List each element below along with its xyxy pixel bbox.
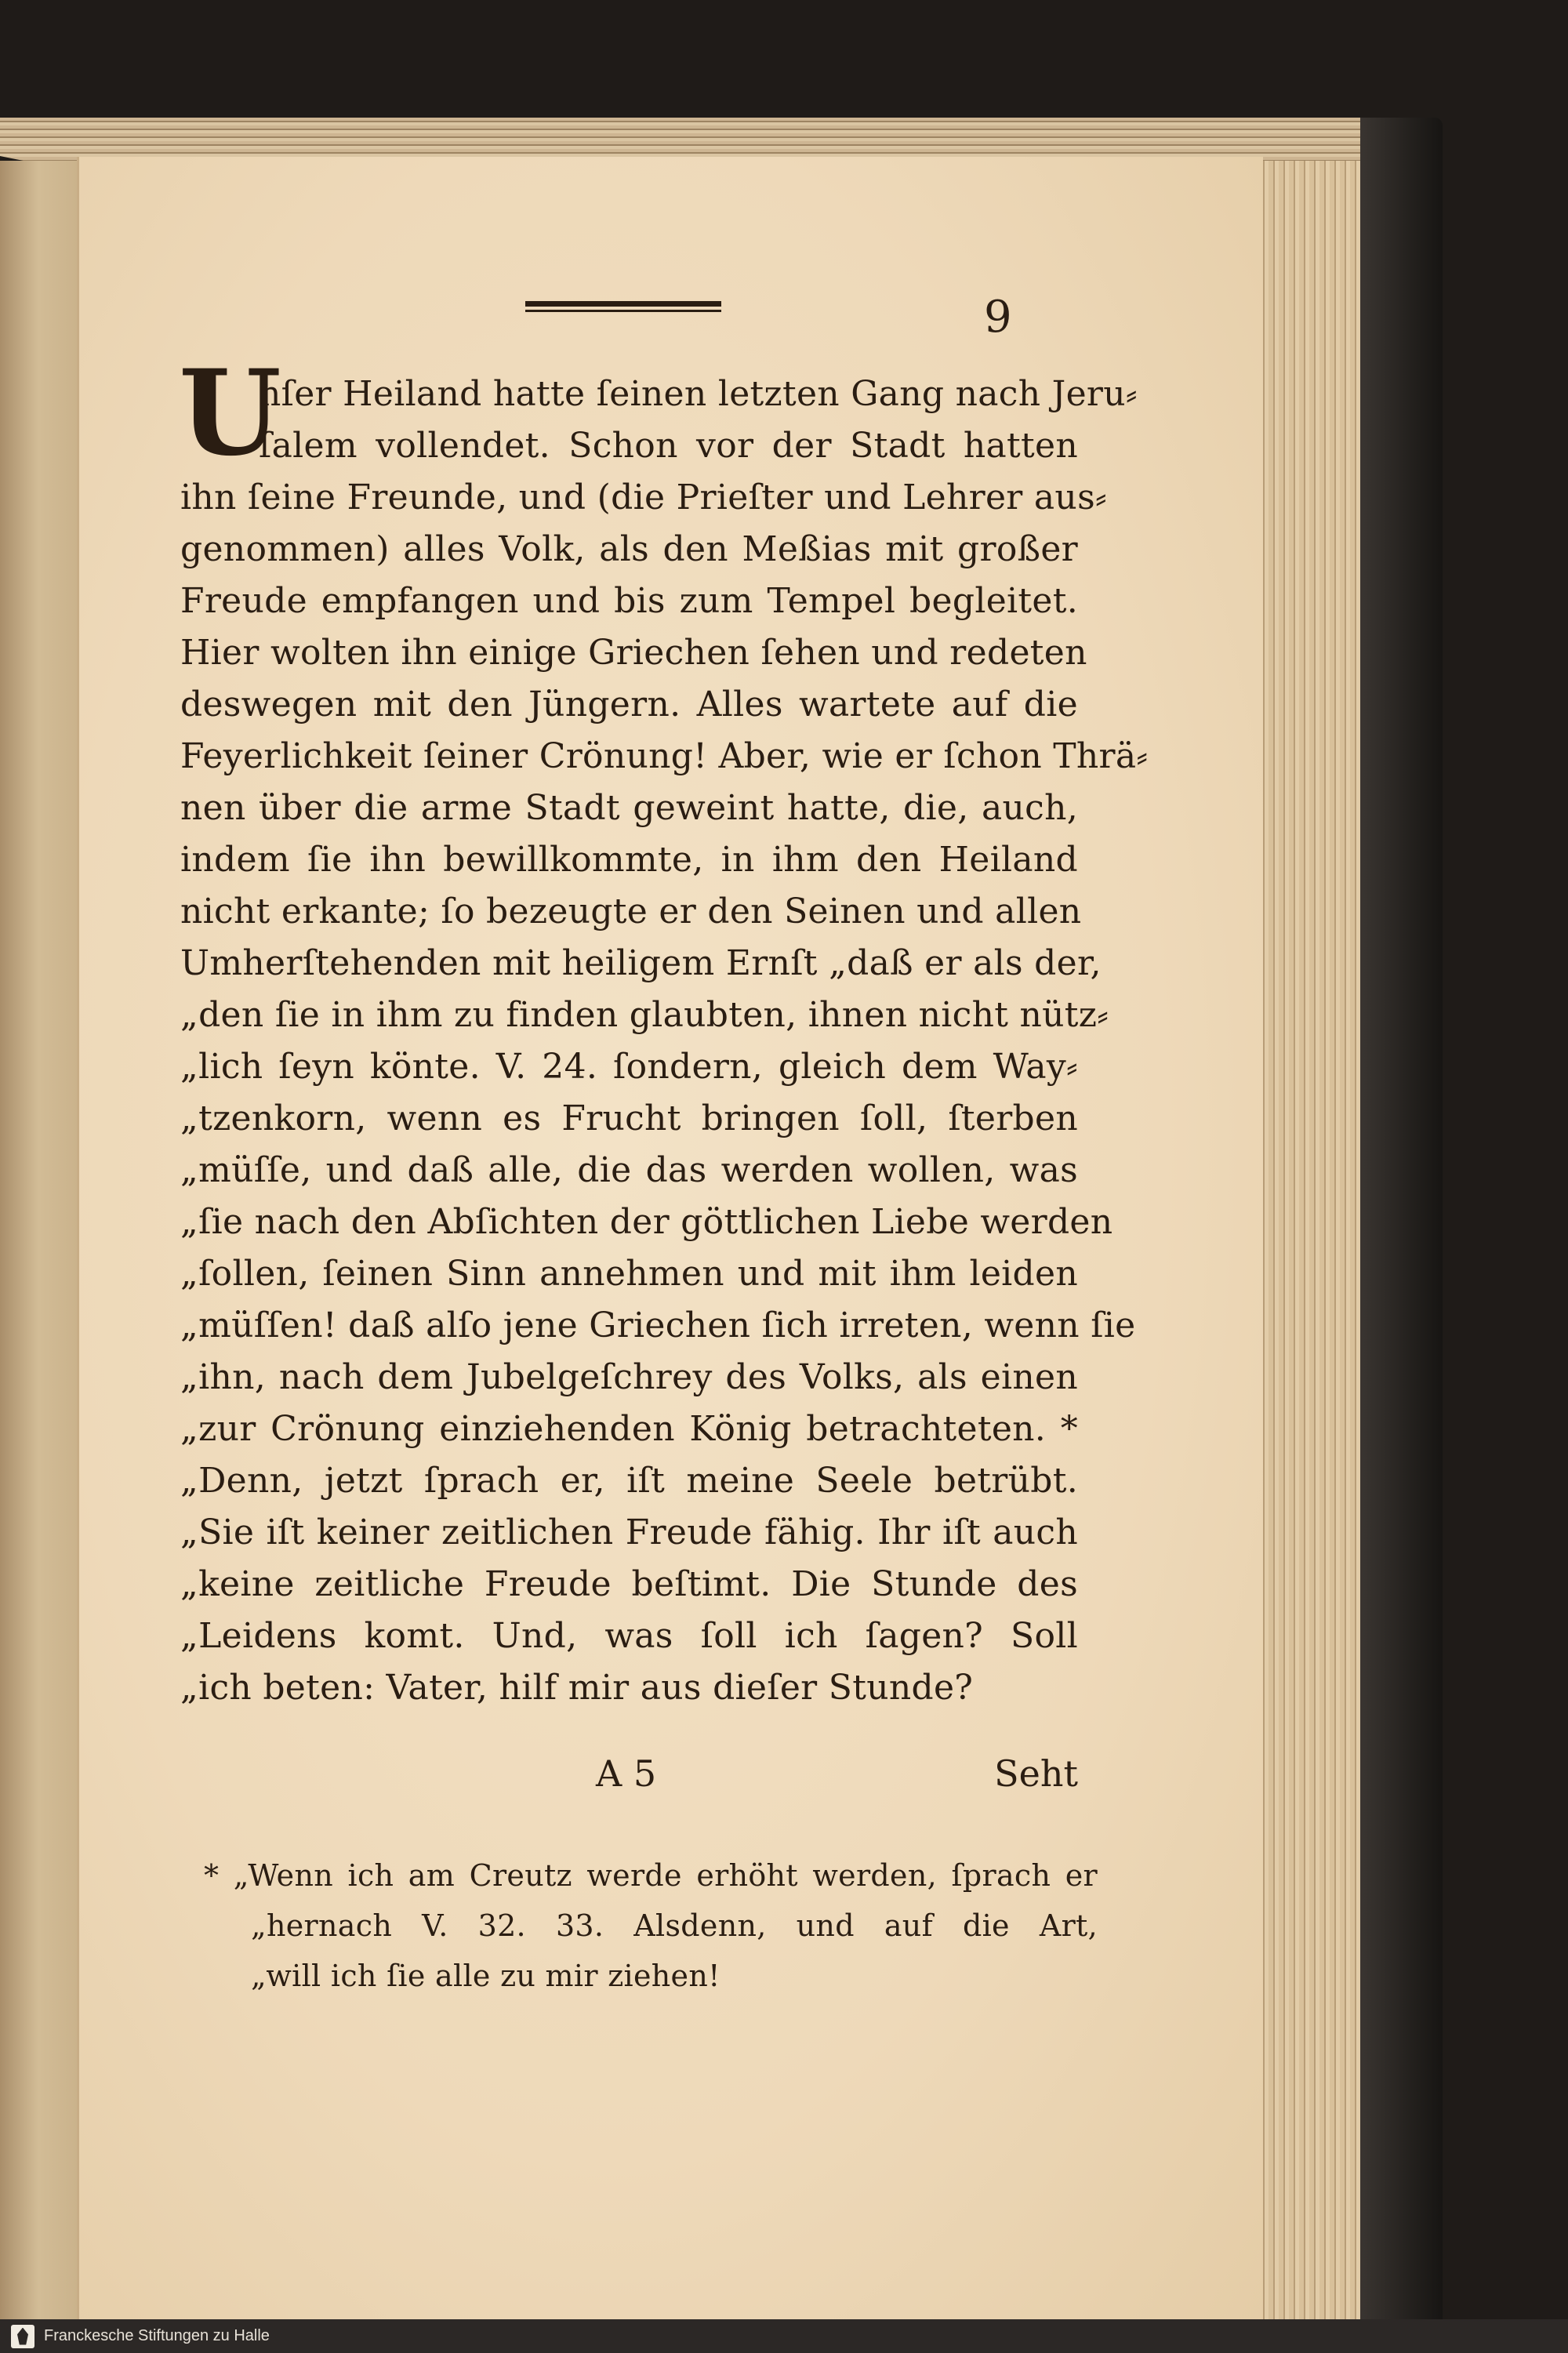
footnote-line: „will ich ſie alle zu mir ziehen! — [251, 1959, 720, 1993]
text-line: nſer Heiland hatte ſeinen letzten Gang nach Jeru⸗ — [259, 374, 1138, 414]
facing-page-sliver — [0, 161, 85, 2325]
text-line: „zur Crönung einziehenden König betrachteten. * — [180, 1409, 1078, 1449]
text-line: „Denn, jetzt ſprach er, iſt meine Seele betrübt. — [180, 1461, 1078, 1501]
text-line: Hier wolten ihn einige Griechen ſehen und redeten — [180, 633, 1087, 673]
book-binding — [1360, 118, 1443, 2337]
text-line: „ſollen, ſeinen Sinn annehmen und mit ihm leiden — [180, 1254, 1078, 1294]
text-line: „müſſen! daß alſo jene Griechen ſich irreten, wenn ſie — [180, 1305, 1136, 1345]
text-line: Umherſtehenden mit heiligem Ernſt „daß er als der, — [180, 943, 1102, 983]
text-line: Freude empfangen und bis zum Tempel begleitet. — [180, 581, 1078, 621]
text-line: „ich beten: Vater, hilf mir aus dieſer Stunde? — [180, 1668, 974, 1708]
page-signature-line — [180, 1752, 1078, 1807]
footnote-line: * „Wenn ich am Creutz werde erhöht werden, ſprach er — [204, 1858, 1098, 1893]
footnote-line: „hernach V. 32. 33. Alsdenn, und auf die Art, — [251, 1908, 1098, 1943]
text-line: „Sie iſt keiner zeitlichen Freude fähig. Ihr iſt auch — [180, 1512, 1078, 1552]
body-text — [180, 369, 1149, 1714]
text-line: „ihn, nach dem Jubelgeſchrey des Volks, als einen — [180, 1357, 1078, 1397]
text-line: „Leidens komt. Und, was ſoll ich ſagen? Soll — [180, 1616, 1078, 1656]
page-stack-edges — [1258, 161, 1360, 2333]
library-logo-icon — [11, 2325, 34, 2348]
text-line: „tzenkorn, wenn es Frucht bringen ſoll, ſterben — [180, 1098, 1078, 1138]
catchword: Seht — [994, 1752, 1078, 1795]
footer-bar — [0, 2319, 1568, 2353]
text-line: deswegen mit den Jüngern. Alles wartete auf die — [180, 684, 1078, 724]
text-line: ihn ſeine Freunde, und (die Prieſter und Lehrer aus⸗ — [180, 477, 1107, 517]
text-line: nen über die arme Stadt geweint hatte, die, auch, — [180, 788, 1078, 828]
header-rule — [525, 298, 721, 315]
footnote — [204, 1850, 1098, 2001]
text-line: „ſie nach den Abſichten der göttlichen Liebe werden — [180, 1202, 1113, 1242]
signature-mark: A 5 — [596, 1752, 657, 1795]
text-line: nicht erkante; ſo bezeugte er den Seinen und allen — [180, 891, 1082, 931]
drop-cap: U — [179, 344, 281, 482]
text-line: indem ſie ihn bewillkommte, in ihm den Heiland — [180, 840, 1078, 880]
text-line: Feyerlichkeit ſeiner Crönung! Aber, wie er ſchon Thrä⸗ — [180, 736, 1149, 776]
text-line: „lich ſeyn könte. V. 24. ſondern, gleich dem Way⸗ — [180, 1047, 1078, 1087]
text-line: ſalem vollendet. Schon vor der Stadt hatten — [259, 426, 1078, 466]
text-line: „müſſe, und daß alle, die das werden wollen, was — [180, 1150, 1078, 1190]
text-line: „keine zeitliche Freude beſtimt. Die Stunde des — [180, 1564, 1078, 1604]
library-name: Franckesche Stiftungen zu Halle — [44, 2327, 270, 2344]
text-line: genommen) alles Volk, als den Meßias mit großer — [180, 529, 1078, 569]
text-line: „den ſie in ihm zu finden glaubten, ihnen nicht nütz⸗ — [180, 995, 1109, 1035]
page-number: 9 — [984, 292, 1012, 343]
